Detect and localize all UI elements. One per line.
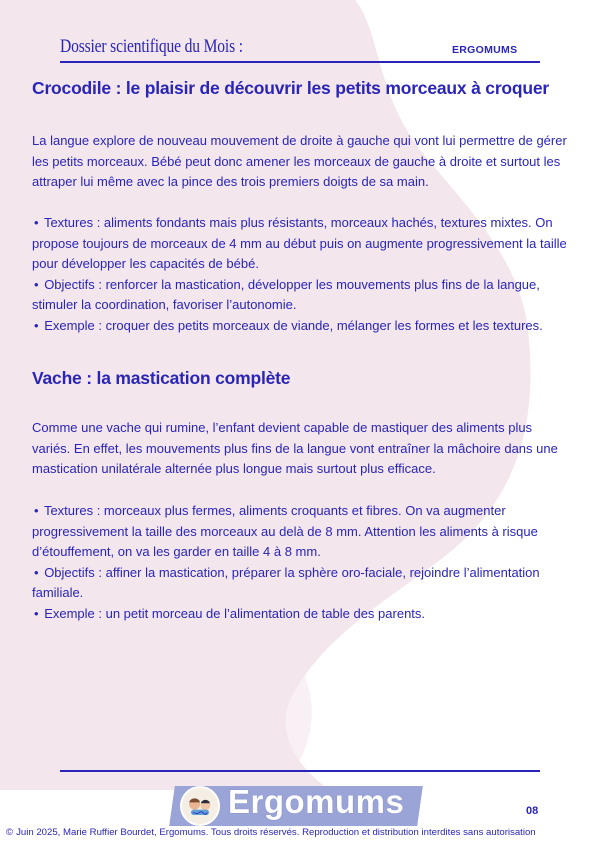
header-divider xyxy=(60,61,540,63)
logo-badge-icon xyxy=(180,786,220,826)
list-item xyxy=(32,213,572,275)
bullet-dot: • xyxy=(34,503,39,518)
list-item-text: Exemple : croquer des petits morceaux de viande, mélanger les formes et les textures. xyxy=(44,317,543,333)
list-item-text: Objectifs : renforcer la mastication, développer les mouvements plus fins de la langue, stimuler la coordination, favoriser l’autonomie. xyxy=(32,276,540,312)
section-intro-crocodile: La langue explore de nouveau mouvement de droite à gauche qui vont lui permettre de gérer les petits morceaux. Bébé peut donc amener les morceaux de gauche à droite et surtout les attraper lui même avec la pince des trois premiers doigts de sa main. xyxy=(32,133,567,189)
section-title-crocodile: Crocodile : le plaisir de découvrir les petits morceaux à croquer xyxy=(32,78,550,98)
copyright-notice xyxy=(6,827,596,838)
header-title: Dossier scientifique du Mois : xyxy=(60,36,243,57)
logo-text: Ergomums xyxy=(228,783,405,820)
bullet-dot: • xyxy=(34,605,39,621)
header-brand: ERGOMUMS xyxy=(452,44,518,56)
bullet-list-crocodile xyxy=(32,213,572,336)
section-intro-vache: Comme une vache qui rumine, l’enfant devient capable de mastiquer des aliments plus variés. En effet, les mouvements plus fins de la langue vont entraîner la mâchoire dans une mastication unilatérale alternée plus longue mais surtout plus efficace. xyxy=(32,420,558,476)
bullet-dot: • xyxy=(34,317,39,333)
section-title-vache: Vache : la mastication complète xyxy=(32,368,291,388)
footer-divider xyxy=(60,770,540,772)
copyright-text: Juin 2025, Marie Ruffier Bourdet, Ergomums. Tous droits réservés. Reproduction et distribution interdites sans autorisation xyxy=(16,827,536,838)
list-item-text: Textures : morceaux plus fermes, aliments croquants et fibres. On va augmenter progressivement la taille des morceaux au delà de 8 mm. Attention les aliments à risque d’étouffement, on va les garder en taille 4 à 8 mm. xyxy=(32,503,538,559)
bullet-dot: • xyxy=(34,564,39,580)
bullet-dot: • xyxy=(34,276,39,292)
list-item xyxy=(32,563,572,604)
list-item xyxy=(32,316,572,337)
bullet-dot: • xyxy=(34,215,39,230)
list-item xyxy=(32,501,572,563)
list-item xyxy=(32,604,572,625)
copyright-icon: © xyxy=(6,827,14,838)
background-blob-lower xyxy=(0,610,312,760)
list-item xyxy=(32,275,572,316)
bullet-list-vache xyxy=(32,501,572,624)
page-number: 08 xyxy=(526,805,539,817)
list-item-text: Objectifs : affiner la mastication, préparer la sphère oro-faciale, rejoindre l’alimentation familiale. xyxy=(32,564,540,600)
logo-illustration xyxy=(182,788,218,824)
list-item-text: Exemple : un petit morceau de l’alimentation de table des parents. xyxy=(44,605,426,621)
list-item-text: Textures : aliments fondants mais plus résistants, morceaux hachés, textures mixtes. On propose toujours de morceaux de 4 mm au début puis on augmente progressivement la taille pour développer les capacités de bébé. xyxy=(32,215,567,271)
